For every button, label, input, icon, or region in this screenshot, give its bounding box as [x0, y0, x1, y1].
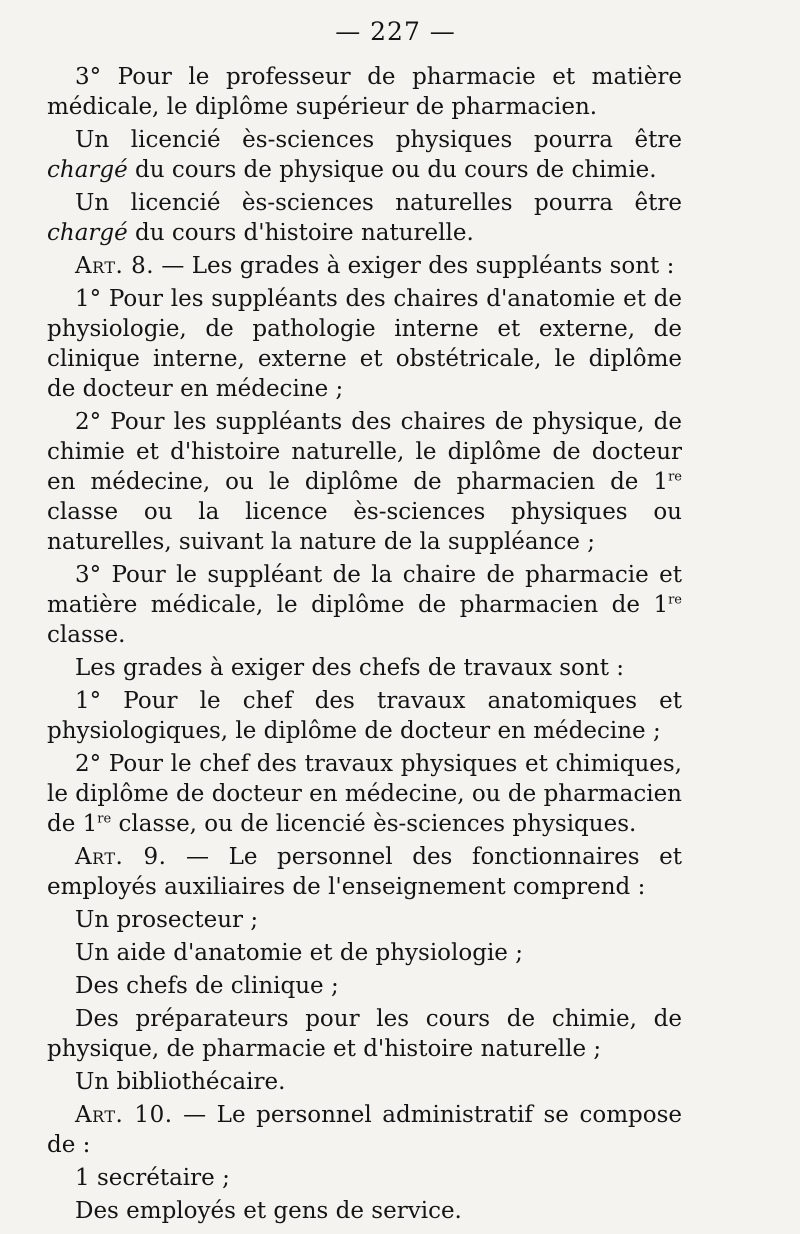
- paragraph-suppleants-anatomie: 1° Pour les suppléants des chaires d'anatomie et de physiologie, de pathologie interne et externe, de clinique interne, externe et obstétricale, le diplôme de docteur en médecine ;: [47, 286, 682, 402]
- list-item-preparateurs: Des préparateurs pour les cours de chimie, de physique, de pharmacie et d'histoire naturelle ;: [47, 1006, 682, 1062]
- article-8: Art. 8. — Les grades à exiger des suppléants sont :: [75, 253, 675, 279]
- paragraph-chefs-travaux: Les grades à exiger des chefs de travaux sont :: [75, 655, 625, 681]
- list-item-aide-anatomie: Un aide d'anatomie et de physiologie ;: [75, 940, 523, 966]
- article-9-label: Art. 9.: [75, 844, 167, 870]
- list-item-bibliothecaire: Un bibliothécaire.: [75, 1069, 286, 1095]
- list-item-prosecteur: Un prosecteur ;: [75, 907, 259, 933]
- article-10-label: Art. 10.: [75, 1102, 173, 1128]
- paragraph-chef-physiques: 2° Pour le chef des travaux physiques et chimiques, le diplôme de docteur en médecine, ou de pharmacien de 1re classe, ou de licencié ès-sciences physiques.: [47, 751, 682, 837]
- list-item-chefs-clinique: Des chefs de clinique ;: [75, 973, 339, 999]
- list-item-secretaire: 1 secrétaire ;: [75, 1165, 230, 1191]
- article-10: Art. 10. — Le personnel administratif se compose de :: [47, 1102, 682, 1158]
- paragraph-licencie-naturelles: Un licencié ès-sciences naturelles pourra être chargé du cours d'histoire naturelle.: [47, 190, 682, 246]
- article-9: Art. 9. — Le personnel des fonctionnaires et employés auxiliaires de l'enseignement comprend :: [47, 844, 682, 900]
- page-number: — 227 —: [335, 17, 456, 46]
- paragraph-chef-anatomiques: 1° Pour le chef des travaux anatomiques et physiologiques, le diplôme de docteur en médecine ;: [47, 688, 682, 744]
- paragraph-licencie-physiques: Un licencié ès-sciences physiques pourra être chargé du cours de physique ou du cours de chimie.: [47, 127, 682, 183]
- paragraph-professeur-pharmacie: 3° Pour le professeur de pharmacie et matière médicale, le diplôme supérieur de pharmacien.: [47, 64, 682, 120]
- paragraph-suppleant-pharmacie: 3° Pour le suppléant de la chaire de pharmacie et matière médicale, le diplôme de pharmacien de 1re classe.: [47, 562, 682, 648]
- paragraph-suppleants-physique: 2° Pour les suppléants des chaires de physique, de chimie et d'histoire naturelle, le diplôme de docteur en médecine, ou le diplôme de pharmacien de 1re classe ou la licence ès-sciences physiques ou naturelles, suivant la nature de la suppléance ;: [47, 409, 682, 555]
- list-item-employes: Des employés et gens de service.: [75, 1198, 462, 1224]
- article-8-label: Art. 8.: [75, 253, 155, 279]
